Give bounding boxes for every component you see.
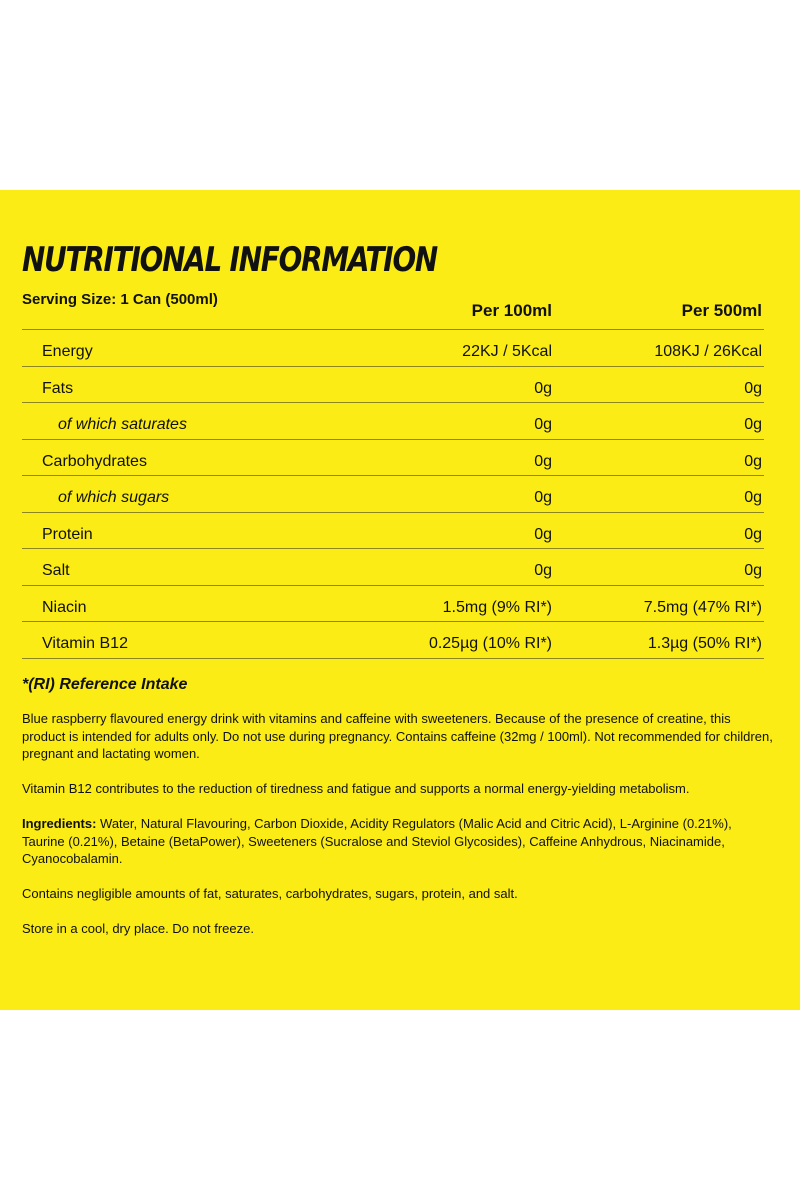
value-per-100ml: 1.5mg (9% RI*)	[442, 598, 552, 616]
value-per-100ml: 0g	[534, 525, 552, 543]
value-per-100ml: 0g	[534, 489, 552, 506]
value-per-100ml: 0g	[534, 452, 552, 470]
reference-intake-note: *(RI) Reference Intake	[22, 676, 188, 693]
ingredients-label: Ingredients:	[22, 816, 97, 831]
column-header-per-100ml: Per 100ml	[471, 301, 552, 320]
value-per-500ml: 108KJ / 26Kcal	[654, 343, 762, 360]
table-row-salt	[22, 549, 764, 586]
value-per-500ml: 0g	[744, 452, 762, 470]
nutrition-panel	[0, 190, 800, 1010]
serving-size: Serving Size: 1 Can (500ml)	[22, 291, 218, 308]
value-per-100ml: 0.25µg (10% RI*)	[428, 635, 552, 652]
table-row-fats	[22, 367, 764, 404]
row-label: Salt	[42, 562, 70, 579]
nutrition-title: NUTRITIONAL INFORMATION	[22, 240, 438, 280]
value-per-500ml: 0g	[744, 416, 762, 433]
table-row-saturates	[22, 403, 764, 440]
ingredients-paragraph	[22, 815, 774, 868]
row-label: Carbohydrates	[42, 452, 147, 470]
value-per-500ml: 0g	[744, 562, 762, 579]
row-label: Protein	[42, 525, 93, 543]
row-label: Vitamin B12	[42, 635, 128, 652]
value-per-500ml: 7.5mg (47% RI*)	[643, 598, 762, 616]
value-per-100ml: 0g	[534, 379, 552, 397]
nutrition-table	[22, 287, 764, 659]
table-row-niacin	[22, 586, 764, 623]
table-row-energy	[22, 330, 764, 367]
row-label: Niacin	[42, 598, 87, 616]
row-label: Energy	[42, 343, 93, 360]
table-header	[22, 287, 764, 330]
table-row-carbohydrates	[22, 440, 764, 477]
vitamin-b12-claim: Vitamin B12 contributes to the reduction of tiredness and fatigue and supports a normal energy-yielding metabolism.	[22, 781, 690, 796]
value-per-500ml: 1.3µg (50% RI*)	[647, 635, 762, 652]
row-label: of which saturates	[58, 416, 187, 433]
value-per-100ml: 0g	[534, 562, 552, 579]
table-row-sugars	[22, 476, 764, 513]
table-row-vitamin-b12	[22, 622, 764, 659]
column-header-per-500ml: Per 500ml	[681, 301, 762, 320]
value-per-500ml: 0g	[744, 525, 762, 543]
row-label: Fats	[42, 379, 74, 397]
product-notes	[22, 710, 774, 955]
negligible-amounts-note: Contains negligible amounts of fat, saturates, carbohydrates, sugars, protein, and salt.	[22, 886, 518, 901]
storage-instructions: Store in a cool, dry place. Do not freeze.	[22, 921, 254, 936]
value-per-500ml: 0g	[744, 379, 762, 397]
row-label: of which sugars	[58, 489, 170, 506]
product-description: Blue raspberry flavoured energy drink with vitamins and caffeine with sweeteners. Because of the presence of creatine, this product is intended for adults only. Do not use during pregnancy. Contains caffeine (32mg / 100ml). Not recommended for children, pregnant and lactating women.	[22, 711, 773, 761]
value-per-500ml: 0g	[744, 489, 762, 506]
table-row-protein	[22, 513, 764, 550]
ingredients-list: Water, Natural Flavouring, Carbon Dioxide, Acidity Regulators (Malic Acid and Citric Acid), L-Arginine (0.21%), Taurine (0.21%), Betaine (BetaPower), Sweeteners (Sucralose and Steviol Glycosides), Caffeine Anhydrous, Niacinamide, Cyanocobalamin.	[22, 816, 732, 866]
value-per-100ml: 22KJ / 5Kcal	[462, 343, 552, 360]
value-per-100ml: 0g	[534, 416, 552, 433]
